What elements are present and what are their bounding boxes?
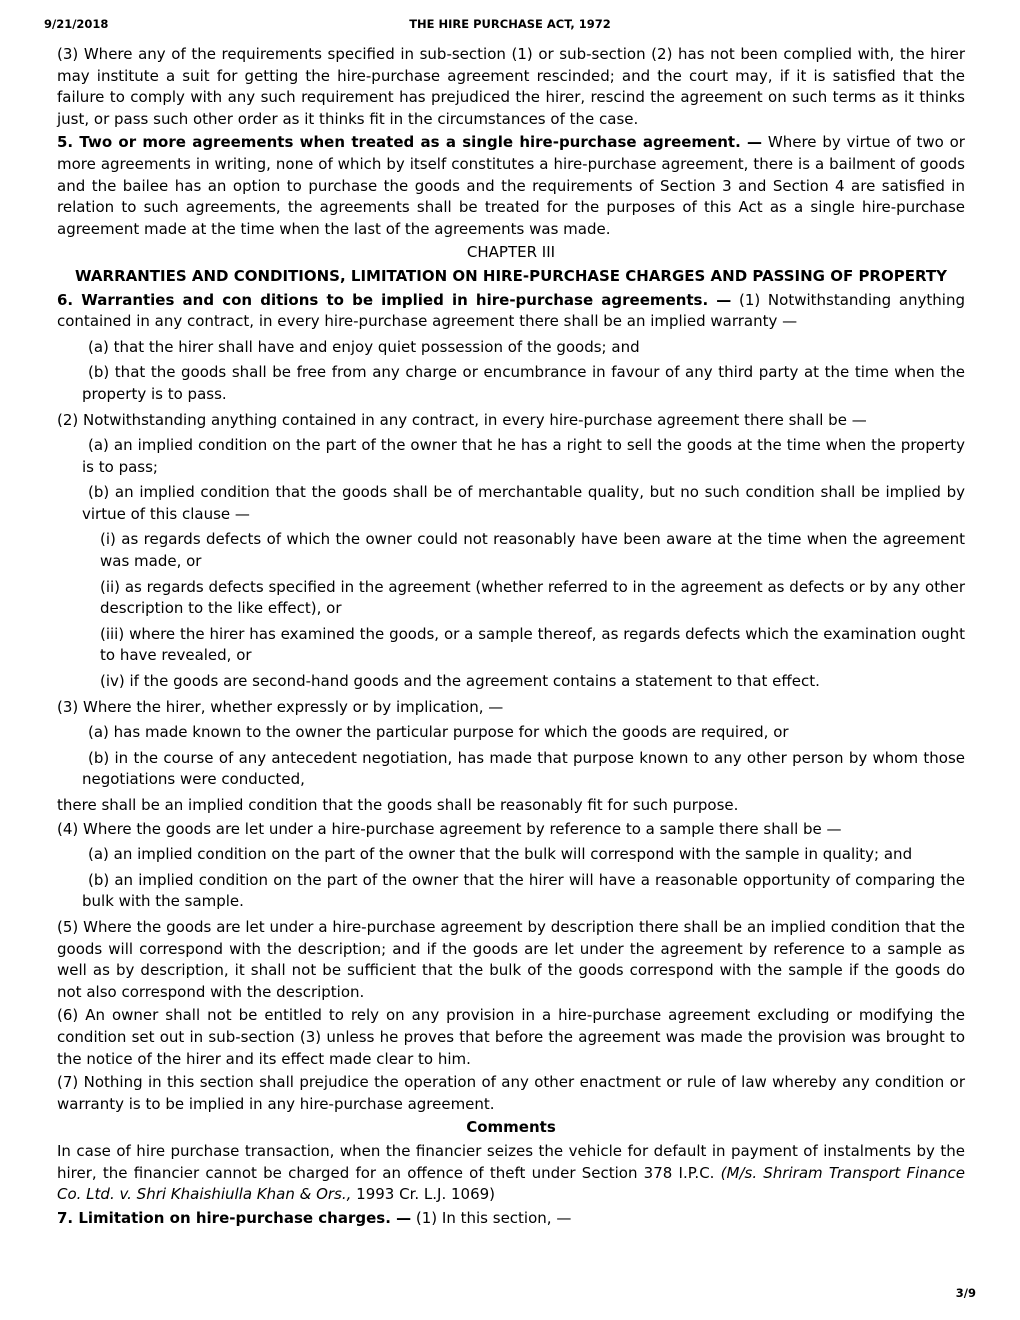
para-6-2: (2) Notwithstanding anything contained in any contract, in every hire-purchase agreement there shall be —	[57, 410, 867, 429]
section-6-text: (1) Notwithstanding anything contained in any contract, in every hire-purchase agreement there shall be an implied warranty —	[57, 290, 965, 331]
chapter-label: CHAPTER III	[466, 243, 556, 262]
clause-6-2-a: (a) an implied condition on the part of the owner that he has a right to sell the goods at the time when the property is to pass;	[82, 436, 965, 476]
clause-6-2-b-iv: (iv) if the goods are second-hand goods and the agreement contains a statement to that effect.	[100, 672, 820, 691]
para-6-4: (4) Where the goods are let under a hire-purchase agreement by reference to a sample there shall be —	[57, 819, 842, 838]
para-6-3-tail: there shall be an implied condition that the goods shall be reasonably fit for such purpose.	[57, 796, 739, 814]
section-6	[57, 290, 965, 333]
clause-6-2-b-iii: (iii) where the hirer has examined the goods, or a sample thereof, as regards defects which the examination ought to have revealed, or	[100, 624, 965, 665]
comments-paragraph	[57, 1141, 965, 1206]
clause-6-2-b: (b) an implied condition that the goods shall be of merchantable quality, but no such condition shall be implied by virtue of this clause —	[82, 483, 965, 523]
comments-heading: Comments	[466, 1118, 556, 1137]
comments-citation-ref: 1993 Cr. L.J. 1069)	[351, 1185, 496, 1204]
clause-6-4-a: (a) an implied condition on the part of the owner that the bulk will correspond with the sample in quality; and	[88, 845, 913, 864]
clause-6-3-b: (b) in the course of any antecedent negotiation, has made that purpose known to any other person by whom those negotiations were conducted,	[82, 748, 965, 789]
section-6-heading: 6. Warranties and con ditions to be implied in hire-purchase agreements. —	[57, 290, 732, 309]
clause-6-4-b: (b) an implied condition on the part of the owner that the hirer will have a reasonable opportunity of comparing the bulk with the sample.	[82, 870, 965, 911]
para-6-6: (6) An owner shall not be entitled to rely on any provision in a hire-purchase agreement excluding or modifying the condition set out in sub-section (3) unless he proves that before the agreement was made the provision was brought to the notice of the hirer and its effect made clear to him.	[57, 1006, 965, 1068]
para-subsection-3: (3) Where any of the requirements specified in sub-section (1) or sub-section (2) has not been complied with, the hirer may institute a suit for getting the hire-purchase agreement rescinded; and the court may, if it is satisfied that the failure to comply with any such requirement has prejudiced the hirer, rescind the agreement on such terms as it thinks just, or pass such other order as it thinks fit in the circumstances of the case.	[57, 45, 965, 128]
print-date: 9/21/2018	[44, 17, 109, 31]
chapter-title: WARRANTIES AND CONDITIONS, LIMITATION ON HIRE-PURCHASE CHARGES AND PASSING OF PROPERTY	[75, 266, 947, 285]
clause-6-1-b: (b) that the goods shall be free from any charge or encumbrance in favour of any third party at the time when the property is to pass.	[82, 363, 965, 403]
clause-6-2-b-i: (i) as regards defects of which the owner could not reasonably have been aware at the time when the agreement was made, or	[100, 530, 965, 571]
clause-6-3-a: (a) has made known to the owner the particular purpose for which the goods are required, or	[88, 723, 789, 742]
page-number: 3/9	[955, 1286, 976, 1300]
comments-text: In case of hire purchase transaction, when the financier seizes the vehicle for default in payment of instalments by the hirer, the financier cannot be charged for an offence of theft under Section 378 I.P.C.	[57, 1141, 965, 1182]
comments-citation: (M/s. Shriram Transport Finance Co. Ltd. v. Shri Khaishiulla Khan & Ors.,	[57, 1163, 965, 1204]
section-5-text: Where by virtue of two or more agreements in writing, none of which by itself constitutes a hire-purchase agreement, there is a bailment of goods and the bailee has an option to purchase the goods and the requirements of Section 3 and Section 4 are satisfied in relation to such agreements, the agreements shall be treated for the purposes of this Act as a single hire-purchase agreement made at the time when the last of the agreements was made.	[57, 133, 965, 238]
section-7-heading: 7. Limitation on hire-purchase charges. —	[57, 1208, 412, 1227]
document-title: THE HIRE PURCHASE ACT, 1972	[409, 17, 611, 31]
document-body	[0, 36, 1020, 1229]
print-header	[0, 0, 1020, 36]
section-7	[57, 1208, 965, 1230]
clause-6-2-b-ii: (ii) as regards defects specified in the agreement (whether referred to in the agreement as defects or by any other description to the like effect), or	[100, 577, 965, 618]
print-footer	[956, 1286, 976, 1300]
para-6-3: (3) Where the hirer, whether expressly or by implication, —	[57, 697, 504, 716]
section-7-text: (1) In this section, —	[411, 1208, 572, 1227]
clause-6-1-a: (a) that the hirer shall have and enjoy quiet possession of the goods; and	[88, 337, 640, 356]
section-5	[57, 132, 965, 240]
para-6-7: (7) Nothing in this section shall prejudice the operation of any other enactment or rule of law whereby any condition or warranty is to be implied in any hire-purchase agreement.	[57, 1073, 965, 1113]
para-6-5: (5) Where the goods are let under a hire-purchase agreement by description there shall be an implied condition that the goods will correspond with the description; and if the goods are let under the agreement by reference to a sample as well as by description, it shall not be sufficient that the bulk of the goods correspond with the sample if the goods do not also correspond with the description.	[57, 917, 965, 1001]
section-5-heading: 5. Two or more agreements when treated as a single hire-purchase agreement. —	[57, 133, 763, 152]
